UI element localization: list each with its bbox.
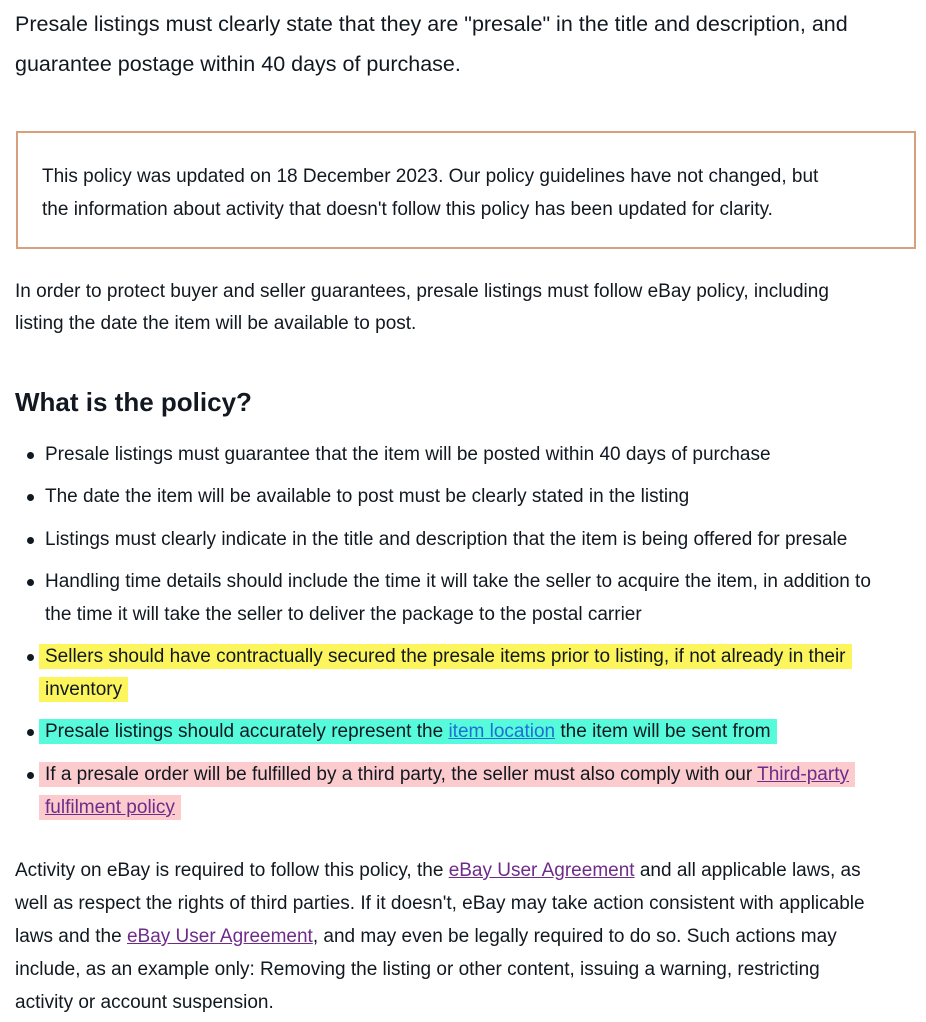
bullet-text-before: Presale listings should accurately represent the bbox=[45, 721, 449, 742]
protection-line-2: listing the date the item will be available to post. bbox=[15, 313, 417, 334]
highlight-cyan bbox=[39, 719, 777, 744]
bullet-icon bbox=[27, 729, 34, 736]
protection-paragraph bbox=[15, 276, 915, 340]
enforcement-text: activity or account suspension. bbox=[15, 992, 274, 1013]
user-agreement-link[interactable]: eBay User Agreement bbox=[448, 860, 635, 881]
bullet-icon bbox=[27, 772, 34, 779]
highlight-pink bbox=[39, 762, 855, 820]
notice-line-2: the information about activity that doesn't follow this policy has been updated for clarity. bbox=[42, 199, 773, 220]
bullet-text: Presale listings must guarantee that the item will be posted within 40 days of purchase bbox=[45, 444, 771, 465]
bullet-icon bbox=[27, 579, 34, 586]
enforcement-text: well as respect the rights of third parties. If it doesn't, eBay may take action consistent with applicable bbox=[15, 893, 865, 914]
bullet-icon bbox=[27, 452, 34, 459]
bullet-text-line-1: If a presale order will be fulfilled by a third party, the seller must also comply with our bbox=[45, 764, 758, 785]
bullet-text: Listings must clearly indicate in the title and description that the item is being offered for presale bbox=[45, 529, 848, 550]
user-agreement-link-2[interactable]: eBay User Agreement bbox=[126, 926, 313, 947]
bullet-text-line-2: the time it will take the seller to deliver the package to the postal carrier bbox=[45, 604, 642, 625]
third-party-fulfilment-link[interactable]: Third-party bbox=[757, 764, 849, 785]
highlight-yellow bbox=[39, 644, 852, 702]
notice-line-1: This policy was updated on 18 December 2023. Our policy guidelines have not changed, but bbox=[42, 166, 819, 187]
enforcement-paragraph bbox=[15, 854, 915, 1019]
policy-update-notice bbox=[16, 131, 916, 249]
intro-paragraph bbox=[15, 4, 915, 84]
section-heading: What is the policy? bbox=[15, 387, 252, 417]
protection-line-1: In order to protect buyer and seller guarantees, presale listings must follow eBay policy, including bbox=[15, 281, 829, 302]
intro-line-1: Presale listings must clearly state that they are "presale" in the title and description, and bbox=[15, 12, 848, 36]
bullet-text-line-1: Handling time details should include the time it will take the seller to acquire the item, in addition to bbox=[45, 571, 871, 592]
bullet-icon bbox=[27, 537, 34, 544]
bullet-text: The date the item will be available to post must be clearly stated in the listing bbox=[45, 486, 690, 507]
enforcement-text: Activity on eBay is required to follow this policy, the bbox=[15, 860, 449, 881]
enforcement-text: and all applicable laws, as bbox=[634, 860, 861, 881]
enforcement-text: , and may even be legally required to do so. Such actions may bbox=[312, 926, 837, 947]
bullet-text bbox=[45, 565, 871, 631]
enforcement-text: include, as an example only: Removing the listing or other content, issuing a warning, restricting bbox=[15, 959, 820, 980]
bullet-text-after: the item will be sent from bbox=[555, 721, 771, 742]
item-location-link[interactable]: item location bbox=[448, 721, 556, 742]
bullet-text-line-1: Sellers should have contractually secured the presale items prior to listing, if not already in their bbox=[45, 646, 846, 667]
bullet-icon bbox=[27, 494, 34, 501]
intro-line-2: guarantee postage within 40 days of purchase. bbox=[15, 52, 461, 76]
third-party-fulfilment-link-continued[interactable]: fulfilment policy bbox=[45, 797, 175, 818]
bullet-text-line-2: inventory bbox=[45, 679, 123, 700]
bullet-icon bbox=[27, 654, 34, 661]
enforcement-text: laws and the bbox=[15, 926, 127, 947]
